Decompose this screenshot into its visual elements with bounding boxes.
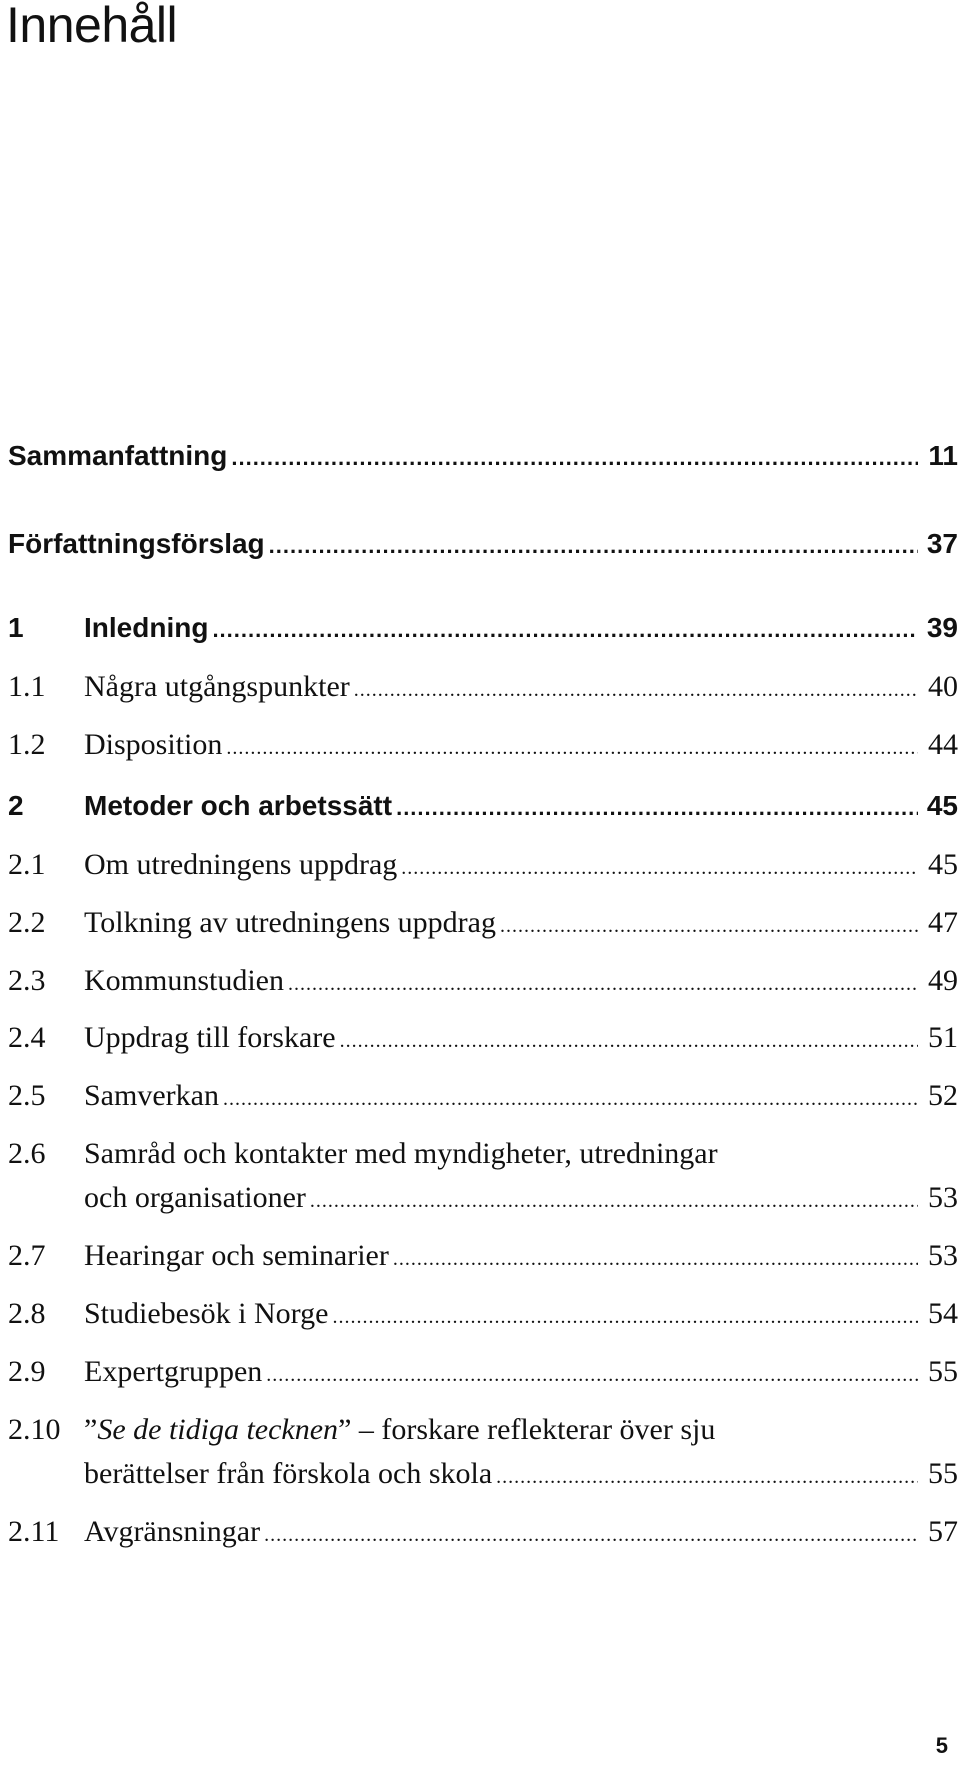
leader-dots xyxy=(401,857,918,880)
toc-title: Avgränsningar xyxy=(84,1515,261,1548)
toc-entry-2-6-cont[interactable] xyxy=(8,1181,958,1221)
leader-dots xyxy=(393,1248,918,1271)
leader-dots xyxy=(212,617,918,643)
toc-title: Kommunstudien xyxy=(84,964,284,997)
toc-title: Expertgruppen xyxy=(84,1355,263,1388)
toc-page: 53 xyxy=(928,1181,958,1214)
leader-dots xyxy=(231,445,918,471)
toc-title-rest: – forskare reflekterar över sju xyxy=(351,1413,716,1446)
toc-page: 49 xyxy=(928,964,958,997)
toc-page: 55 xyxy=(928,1457,958,1490)
toc-number: 2.10 xyxy=(8,1413,61,1446)
toc-title: Författningsförslag xyxy=(8,528,265,559)
toc-number: 2.6 xyxy=(8,1137,46,1170)
quote-open: ” xyxy=(84,1413,98,1446)
toc-title: Tolkning av utredningens uppdrag xyxy=(84,906,496,939)
leader-dots xyxy=(288,973,918,996)
toc-title: Hearingar och seminarier xyxy=(84,1239,389,1272)
toc-title: Uppdrag till forskare xyxy=(84,1021,336,1054)
toc-page: 54 xyxy=(928,1297,958,1330)
toc-page: 37 xyxy=(926,528,958,559)
toc-number: 2.7 xyxy=(8,1239,46,1272)
toc-title: Disposition xyxy=(84,728,223,761)
toc-title: Samverkan xyxy=(84,1079,219,1112)
toc-page: 57 xyxy=(928,1515,958,1548)
leader-dots xyxy=(226,737,918,760)
toc-title-continued: och organisationer xyxy=(84,1181,306,1214)
toc-number: 2.3 xyxy=(8,964,46,997)
toc-page: 53 xyxy=(928,1239,958,1272)
leader-dots xyxy=(340,1030,918,1053)
toc-entry-2-8[interactable] xyxy=(8,1297,958,1337)
toc-entry-2[interactable] xyxy=(8,790,958,830)
leader-dots xyxy=(354,679,918,702)
toc-entry-2-10[interactable] xyxy=(8,1413,958,1453)
toc-number: 1.1 xyxy=(8,670,46,703)
leader-dots xyxy=(310,1190,918,1213)
toc-title: Några utgångspunkter xyxy=(84,670,350,703)
leader-dots xyxy=(332,1306,918,1329)
toc-entry-2-7[interactable] xyxy=(8,1239,958,1279)
toc-entry-1[interactable] xyxy=(8,612,958,652)
toc-page: 45 xyxy=(926,790,958,821)
toc-number: 2.8 xyxy=(8,1297,46,1330)
toc-number: 1 xyxy=(8,612,24,643)
toc-entry-1-1[interactable] xyxy=(8,670,958,710)
leader-dots xyxy=(500,915,918,938)
toc-entry-2-2[interactable] xyxy=(8,906,958,946)
toc-entry-2-10-cont[interactable] xyxy=(8,1457,958,1497)
toc-page: 40 xyxy=(928,670,958,703)
toc-page: 44 xyxy=(928,728,958,761)
toc-number: 2.2 xyxy=(8,906,46,939)
toc-entry-2-4[interactable] xyxy=(8,1021,958,1061)
toc-page: 51 xyxy=(928,1021,958,1054)
toc-number: 2.9 xyxy=(8,1355,46,1388)
leader-dots xyxy=(396,795,918,821)
toc-entry-2-1[interactable] xyxy=(8,848,958,888)
toc-entry-forfattningsforslag[interactable] xyxy=(8,528,958,568)
leader-dots xyxy=(496,1466,918,1489)
toc-page: 39 xyxy=(926,612,958,643)
toc-page: 45 xyxy=(928,848,958,881)
toc-title-continued: berättelser från förskola och skola xyxy=(84,1457,493,1490)
page-number: 5 xyxy=(935,1733,948,1758)
toc-number: 2 xyxy=(8,790,24,821)
page-title: Innehåll xyxy=(6,0,178,53)
toc-number: 2.11 xyxy=(8,1515,60,1548)
toc-number: 1.2 xyxy=(8,728,46,761)
toc-entry-2-5[interactable] xyxy=(8,1079,958,1119)
toc-number: 2.1 xyxy=(8,848,46,881)
toc-entry-2-11[interactable] xyxy=(8,1515,958,1555)
toc-page: 52 xyxy=(928,1079,958,1112)
toc-number: 2.5 xyxy=(8,1079,46,1112)
leader-dots xyxy=(264,1524,918,1547)
toc-entry-1-2[interactable] xyxy=(8,728,958,768)
toc-title: Samråd och kontakter med myndigheter, utredningar xyxy=(84,1137,718,1170)
toc-title: Studiebesök i Norge xyxy=(84,1297,329,1330)
toc-entry-2-9[interactable] xyxy=(8,1355,958,1395)
leader-dots xyxy=(266,1364,918,1387)
toc-page: 47 xyxy=(928,906,958,939)
toc-entry-sammanfattning[interactable] xyxy=(8,440,958,480)
leader-dots xyxy=(223,1088,918,1111)
toc-entry-2-3[interactable] xyxy=(8,964,958,1004)
toc-number: 2.4 xyxy=(8,1021,46,1054)
toc-entry-2-6[interactable] xyxy=(8,1137,958,1177)
toc-title: Inledning xyxy=(84,612,209,643)
toc-title-italic: Se de tidiga tecknen xyxy=(97,1413,339,1446)
leader-dots xyxy=(269,533,918,559)
toc-page: 55 xyxy=(928,1355,958,1388)
toc-title: Sammanfattning xyxy=(8,440,228,471)
toc-title xyxy=(84,1413,715,1447)
toc-page: 11 xyxy=(928,440,958,471)
toc-title: Om utredningens uppdrag xyxy=(84,848,398,881)
quote-close: ” xyxy=(338,1413,352,1446)
toc-title: Metoder och arbetssätt xyxy=(84,790,393,821)
